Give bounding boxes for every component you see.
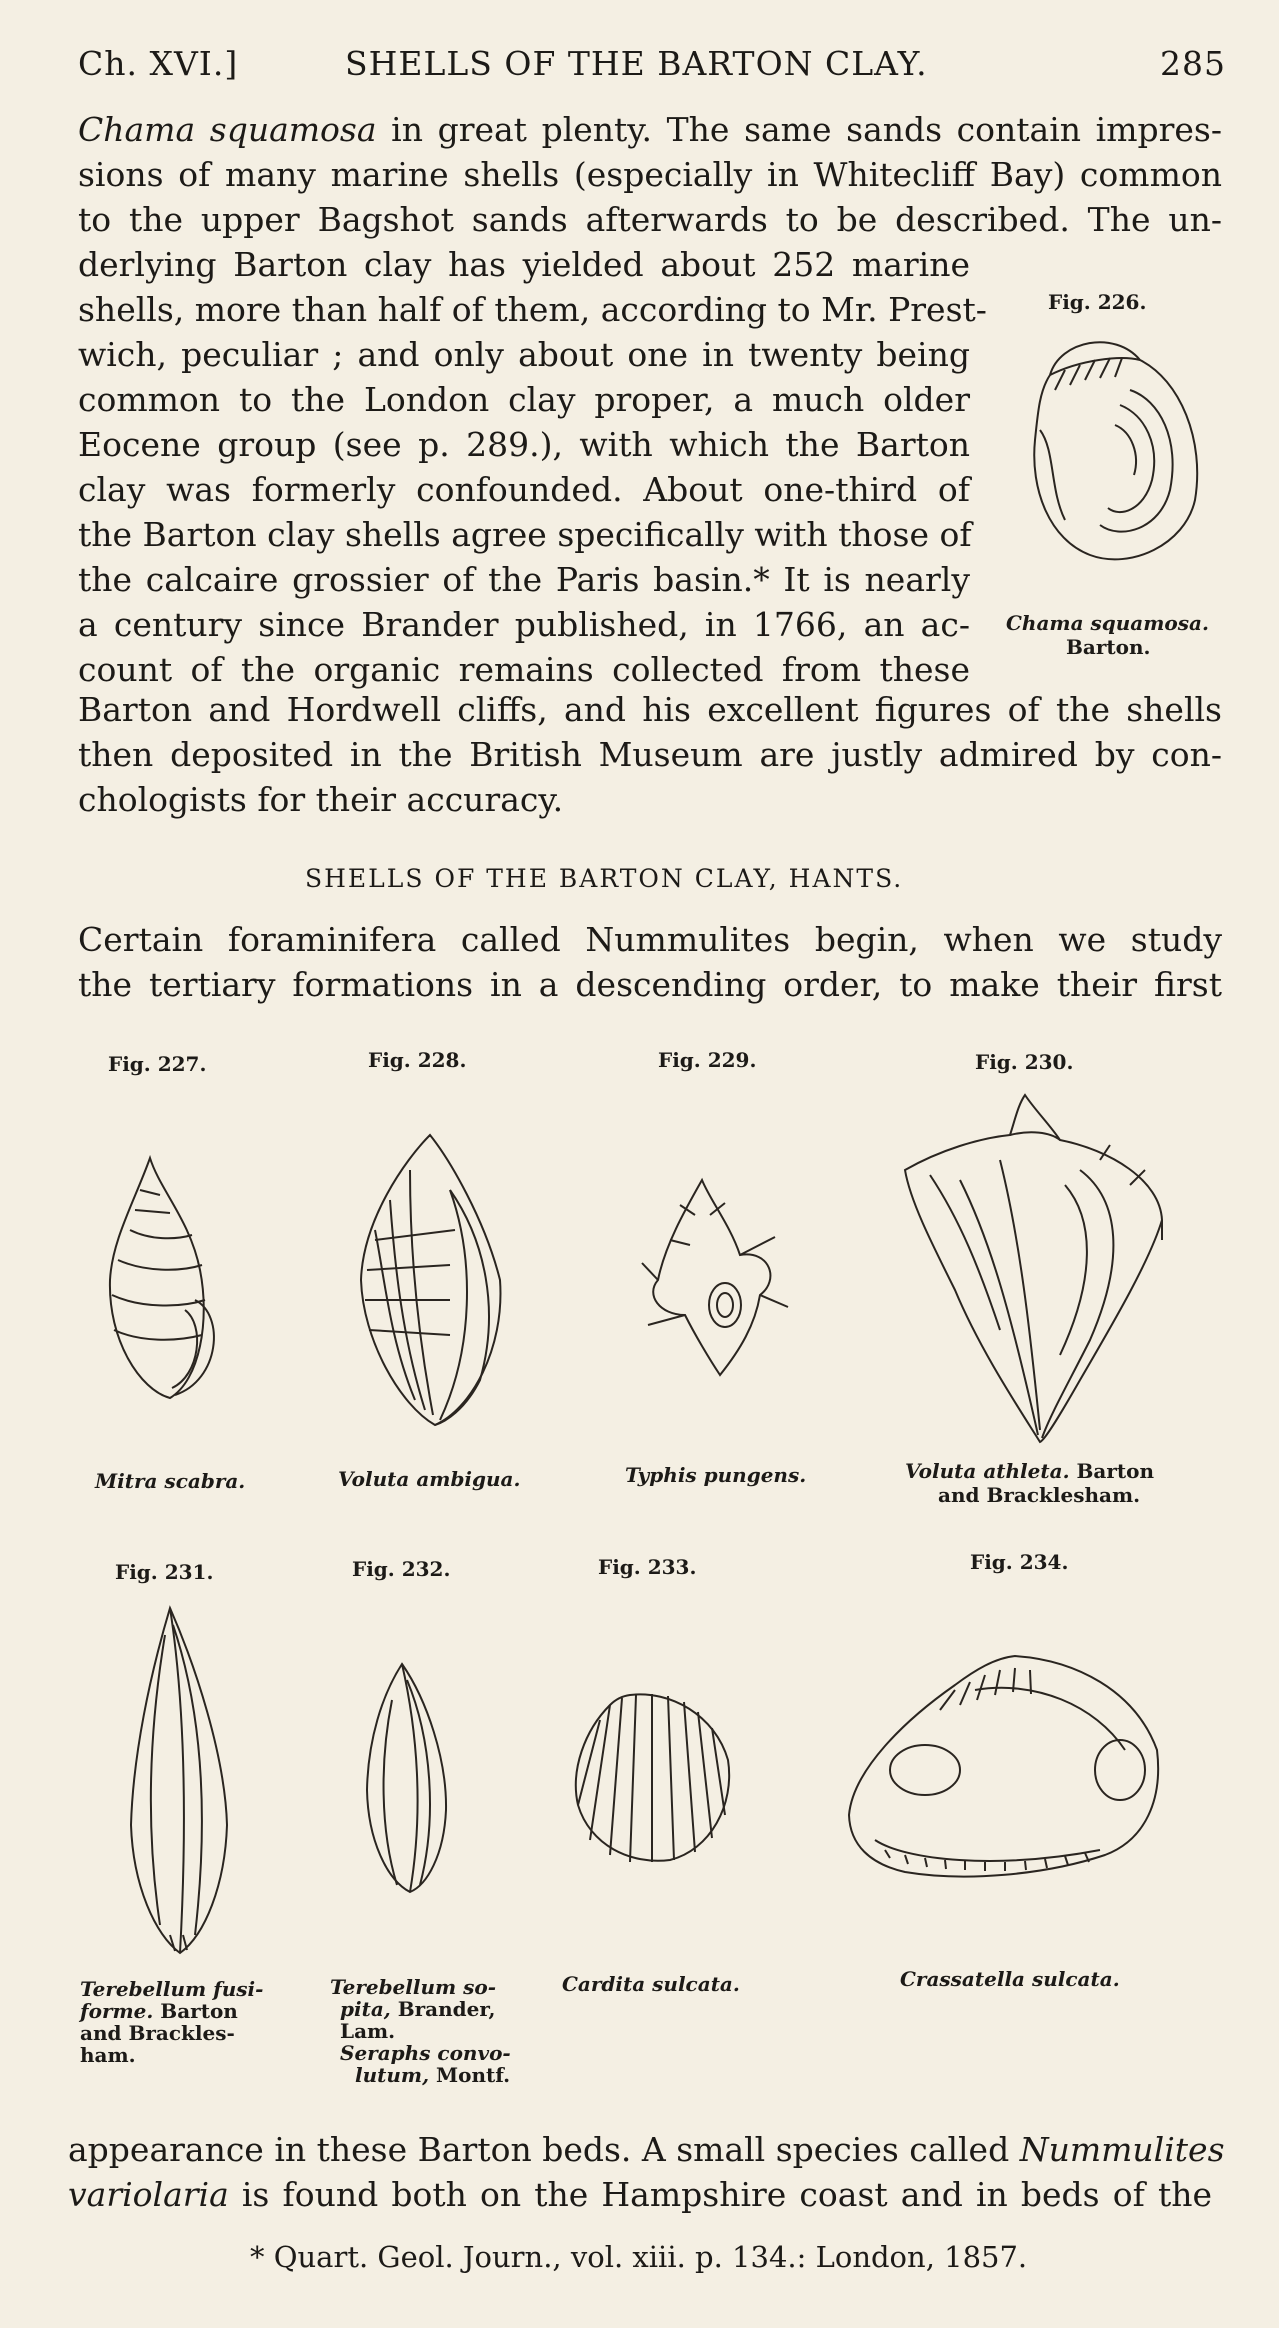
fig-232-caption [330,1976,511,2086]
text-line: a century since Brander published, in 1766, an ac- [78,605,970,644]
caption-text: Montf. [429,2063,511,2087]
species-name: forme. [80,1999,154,2023]
running-title: SHELLS OF THE BARTON CLAY. [345,44,928,83]
species-name: Seraphs convo- [340,2041,511,2065]
fig-227-caption [95,1470,245,1492]
caption-text: Barton [153,1999,238,2023]
fig-228-caption [338,1468,520,1490]
text-line [78,110,1222,150]
species-name: Cardita sulcata. [562,1972,740,1996]
fig-233-label: Fig. 233. [598,1555,697,1579]
species-name: pita, [340,1997,391,2021]
species-name: lutum, [355,2063,430,2087]
fig-228-label: Fig. 228. [368,1048,467,1072]
text-line: shells, more than half of them, according to Mr. Prest- [78,290,987,329]
text-line: then deposited in the British Museum are justly admired by con- [78,735,1222,774]
text-span: appearance in these Barton beds. A small species called [68,2130,1020,2169]
text-span: is found both on the Hampshire coast and in beds of the [228,2175,1212,2214]
fig-230-label: Fig. 230. [975,1050,1074,1074]
text-line: Barton and Hordwell cliffs, and his excellent figures of the shells [78,690,1222,729]
caption-text: ham. [80,2043,136,2067]
text-line: wich, peculiar ; and only about one in twenty being [78,335,970,374]
fig-226-locality: Barton. [1066,635,1151,659]
species-name: Mitra scabra. [95,1469,246,1493]
species-name: Chama squamosa [78,110,377,149]
species-name: Terebellum fusi- [80,1977,264,2001]
caption-text: Brander, [390,1997,496,2021]
caption-text: Lam. [340,2019,396,2043]
text-line: the Barton clay shells agree specifically with those of [78,515,972,554]
fig-233-caption [562,1973,740,1995]
fig-229-label: Fig. 229. [658,1048,757,1072]
terebellum-fusiforme-illustration [125,1605,235,1955]
text-line [68,2175,1212,2215]
text-line: Certain foraminifera called Nummulites begin, when we study [78,920,1222,959]
terebellum-sopita-illustration [362,1660,452,1895]
voluta-ambigua-illustration [355,1130,510,1430]
mitra-scabra-illustration [100,1150,235,1405]
fig-229-caption [625,1464,806,1486]
fig-230-caption-line2: and Bracklesham. [938,1483,1141,1507]
species-name: Nummulites [1019,2130,1225,2169]
chama-squamosa-illustration [1020,330,1210,580]
fig-230-caption [905,1460,1154,1482]
cardita-sulcata-illustration [570,1690,735,1865]
fig-232-label: Fig. 232. [352,1557,451,1581]
species-name: Typhis pungens. [625,1463,807,1487]
species-name: Terebellum so- [330,1975,497,1999]
text-span: in great plenty. The same sands contain impres- [376,110,1223,149]
voluta-athleta-illustration [900,1090,1170,1445]
fig-227-label: Fig. 227. [108,1052,207,1076]
crassatella-sulcata-illustration [845,1650,1165,1885]
fig-234-caption [900,1968,1120,1990]
fig-231-caption [80,1978,263,2066]
species-name: Crassatella sulcata. [900,1967,1120,1991]
fig-234-label: Fig. 234. [970,1550,1069,1574]
text-line: sions of many marine shells (especially in Whitecliff Bay) common [78,155,1222,194]
text-line: Eocene group (see p. 289.), with which the Barton [78,425,970,464]
species-name: Voluta athleta. [905,1459,1070,1483]
text-line: the calcaire grossier of the Paris basin.* It is nearly [78,560,970,599]
footnote: * Quart. Geol. Journ., vol. xiii. p. 134.: London, 1857. [250,2240,1028,2274]
text-line: to the upper Bagshot sands afterwards to be described. The un- [78,200,1222,239]
species-name: Chama squamosa. [1006,611,1209,635]
text-line: chologists for their accuracy. [78,780,564,819]
text-line: the tertiary formations in a descending order, to make their first [78,965,1222,1004]
text-line: derlying Barton clay has yielded about 252 marine [78,245,970,284]
page-number: 285 [1160,44,1226,83]
text-line: common to the London clay proper, a much older [78,380,970,419]
caption-text: and Brackles- [80,2021,235,2045]
species-name: variolaria [68,2175,229,2214]
typhis-pungens-illustration [640,1175,790,1380]
chapter-label: Ch. XVI.] [78,44,239,83]
text-line: clay was formerly confounded. About one-third of [78,470,970,509]
caption-text: Barton [1069,1459,1155,1483]
text-line [68,2130,1225,2170]
fig-226-caption [1006,612,1209,634]
text-line: count of the organic remains collected from these [78,650,970,689]
species-name: Voluta ambigua. [338,1467,521,1491]
fig-226-label: Fig. 226. [1048,290,1147,314]
section-heading: SHELLS OF THE BARTON CLAY, HANTS. [305,864,904,893]
fig-231-label: Fig. 231. [115,1560,214,1584]
